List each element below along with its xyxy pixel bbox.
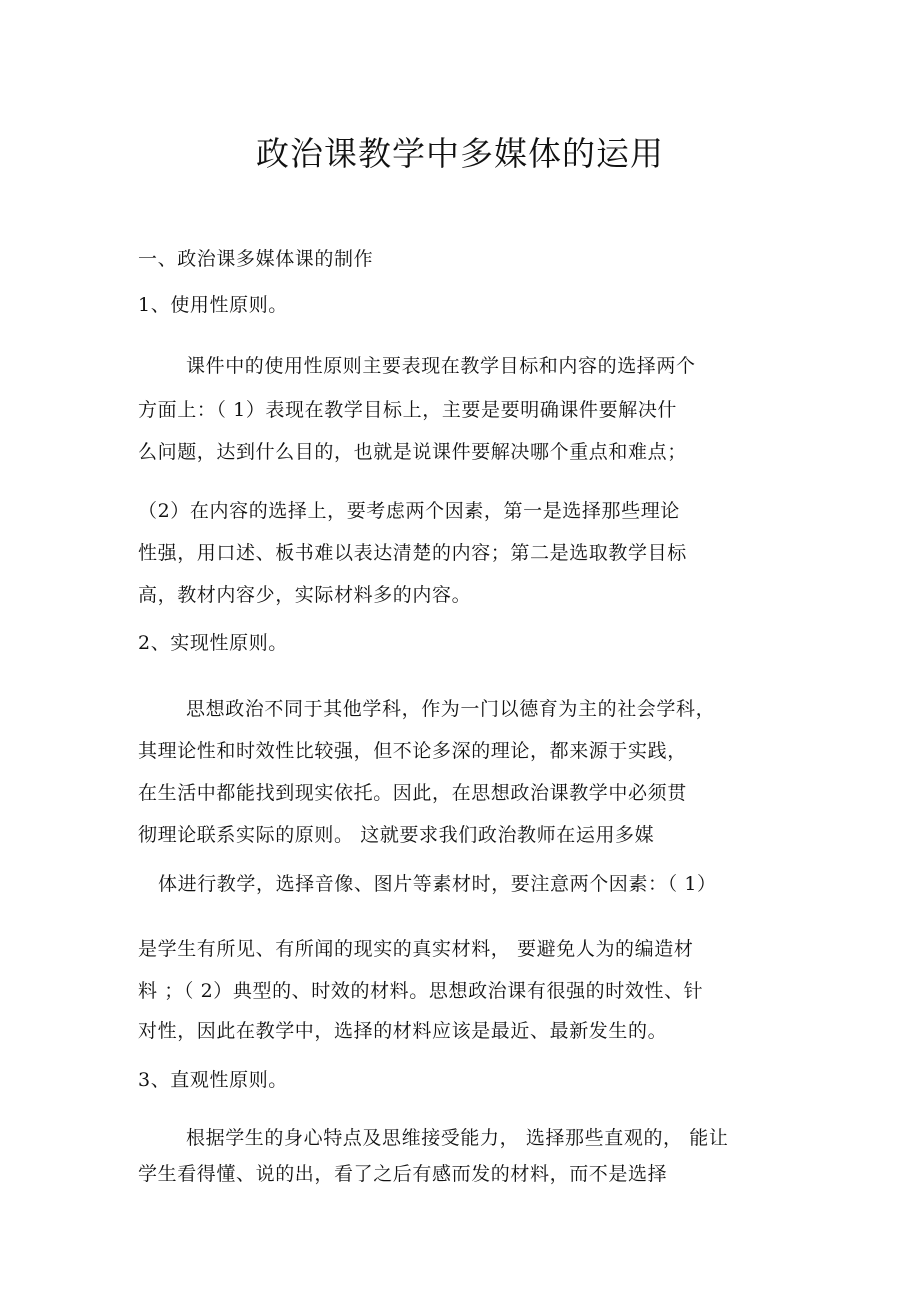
paragraph-line: 课件中的使用性原则主要表现在教学目标和内容的选择两个 [186, 355, 696, 377]
paragraph-line: 根据学生的身心特点及思维接受能力， 选择那些直观的， 能让 [186, 1127, 729, 1149]
paragraph-line: 彻理论联系实际的原则。 这就要求我们政治教师在运用多媒 [138, 824, 655, 846]
principle-2-heading: 2、实现性原则。 [138, 632, 288, 654]
paragraph-line: 在生活中都能找到现实依托。因此，在思想政治课教学中必须贯 [138, 782, 687, 804]
principle-3-heading: 3、直观性原则。 [138, 1069, 288, 1091]
paragraph-line: 其理论性和时效性比较强，但不论多深的理论，都来源于实践， [138, 740, 687, 762]
paragraph-line: 学生看得懂、说的出，看了之后有感而发的材料，而不是选择 [138, 1163, 668, 1185]
paragraph-line: 料 ；（ 2）典型的、时效的材料。思想政治课有很强的时效性、针 [138, 980, 704, 1002]
paragraph-line: 方面上：（ 1）表现在教学目标上，主要是要明确课件要解决什 [138, 399, 678, 421]
principle-1-heading: 1、使用性原则。 [138, 294, 288, 316]
paragraph-line: 对性，因此在教学中，选择的材料应该是最近、最新发生的。 [138, 1020, 668, 1042]
paragraph-line: 高，教材内容少，实际材料多的内容。 [138, 584, 472, 606]
document-title: 政治课教学中多媒体的运用 [256, 134, 664, 173]
paragraph-line: （2）在内容的选择上，要考虑两个因素，第一是选择那些理论 [138, 500, 680, 522]
paragraph-line: 体进行教学，选择音像、图片等素材时，要注意两个因素：（ 1） [158, 873, 717, 895]
paragraph-line: 是学生有所见、有所闻的现实的真实材料， 要避免人为的编造材 [138, 938, 694, 960]
paragraph-line: 性强，用口述、板书难以表达清楚的内容；第二是选取教学目标 [138, 542, 687, 564]
paragraph-line: 么问题，达到什么目的，也就是说课件要解决哪个重点和难点； [138, 441, 687, 463]
paragraph-line: 思想政治不同于其他学科，作为一门以德育为主的社会学科， [186, 698, 716, 720]
section-heading: 一、政治课多媒体课的制作 [138, 248, 374, 270]
